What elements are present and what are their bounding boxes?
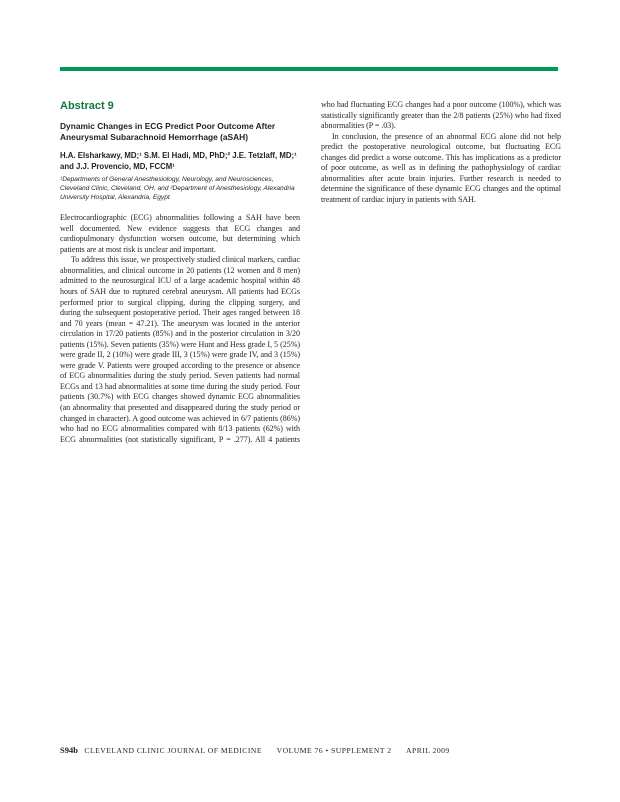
journal-name: CLEVELAND CLINIC JOURNAL OF MEDICINE — [84, 746, 262, 755]
author-list: H.A. Elsharkawy, MD;¹ S.M. El Hadi, MD, PhD;² J.E. Tetzlaff, MD;¹ and J.J. Provencio, MD, FCCM¹ — [60, 151, 297, 171]
left-column — [60, 100, 300, 445]
body-paragraph-3: In conclusion, the presence of an abnormal ECG alone did not help predict the postoperative neurological outcome, but fluctuating ECG changes did predict a worse outcome. This has implications as a predictor of poor outcome, as well as in defining the pathophysiology of cardiac abnormalities after acute brain injuries. Further research is needed to determine the significance of these dynamic ECG changes and the optimal treatment of cardiac injury in patients with SAH. — [321, 131, 561, 204]
affiliations: ¹Departments of General Anesthesiology, Neurology, and Neurosciences, Cleveland Clinic, Cleveland, OH, and ²Department of Anesthesiology, Alexandria University Hospital, Alexandria, Egypt — [60, 176, 295, 202]
right-column — [321, 100, 561, 205]
article-title: Dynamic Changes in ECG Predict Poor Outcome After Aneurysmal Subarachnoid Hemorrhage (aSAH) — [60, 121, 276, 142]
body-paragraph-2-continued: who had fluctuating ECG changes had a poor outcome (100%), which was statistically significantly greater than the 2/8 patients (25%) who had fixed abnormalities (P = .03). — [321, 100, 561, 131]
page-footer — [60, 745, 450, 755]
issue-date: APRIL 2009 — [405, 746, 450, 755]
page-number: S94b — [60, 745, 78, 755]
body-paragraph-2: To address this issue, we prospectively studied clinical markers, cardiac abnormalities, and clinical outcome in 20 patients (12 women and 8 men) admitted to the neurosurgical ICU of a large academic hospital within 48 hours of SAH due to ruptured cerebral aneurysm. All patients had ECGs performed prior to surgical clipping, during the clipping surgery, and during the subsequent postoperative period. Their ages ranged between 18 and 70 years (mean = 47.21). The aneurysm was located in the anterior circulation in 17/20 patients (85%) and in the posterior circulation in 3/20 patients (15%). Seven patients (35%) were Hunt and Hess grade I, 5 (25%) were grade II, 2 (10%) were grade III, 3 (15%) were grade IV, and 3 (15%) were grade V. Patients were grouped according to the presence or absence of ECG abnormalities during the study period. Seven patients had normal ECGs and 13 had abnormalities at some time during the study period. Four patients (30.7%) with ECG changes showed dynamic ECG abnormalities (an abnormality that presented and disappeared during the study period or changed in character). A good outcome was achieved in 6/7 patients (86%) who had no ECG abnormalities compared with 8/13 patients (62%) with ECG abnormalities (not statistically significant, P = .277). All 4 patients — [60, 255, 300, 444]
issue-info: VOLUME 76 • SUPPLEMENT 2 — [276, 746, 392, 755]
header-rule — [60, 67, 558, 71]
body-paragraph-1: Electrocardiographic (ECG) abnormalities following a SAH have been well documented. New evidence suggests that ECG changes and cardiopulmonary dysfunction worsen outcome, but determining which patients are at most risk is unclear and important. — [60, 213, 300, 254]
abstract-label: Abstract 9 — [60, 100, 114, 112]
